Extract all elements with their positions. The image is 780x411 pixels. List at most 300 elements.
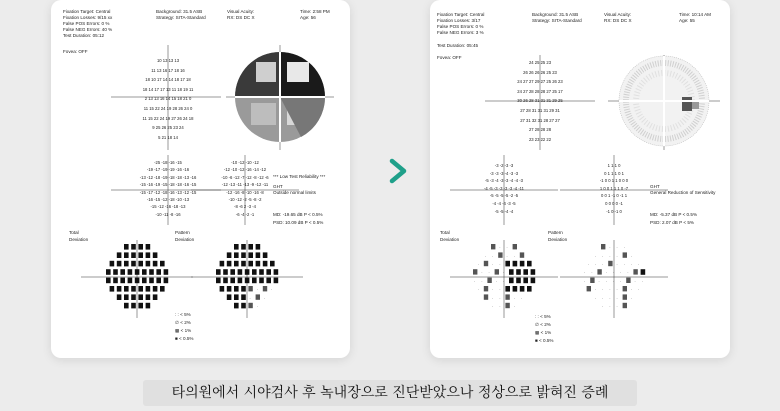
prob-symbol: · (488, 270, 490, 276)
value-row: 11 15 22 24 19 28 26 24 0 (143, 106, 193, 111)
prob-symbol (117, 294, 122, 300)
prob-symbol (241, 244, 246, 250)
prob-symbol (520, 286, 525, 292)
prob-symbol (263, 286, 267, 291)
legend-1: ▩ < 1% (175, 328, 192, 333)
prob-symbol (164, 269, 169, 275)
value-row: 1 1 1 0 (607, 163, 621, 168)
prob-symbol (124, 294, 129, 300)
patient-age: Age: 56 (300, 15, 316, 20)
value-row: -12 -16 -8 -10 -16 -8 (226, 189, 264, 195)
prob-symbol: · (477, 261, 479, 267)
prob-symbol (138, 303, 143, 309)
prob-symbol (641, 269, 646, 275)
prob-symbol: · (630, 287, 633, 292)
value-row: -15 -16 -19 -15 -18 -18 -16 -15 (139, 182, 197, 188)
prob-symbol (227, 261, 232, 267)
prob-symbol (531, 278, 536, 284)
prob-symbol: · (513, 303, 515, 309)
fovea-status: Fovea: OFF (437, 55, 462, 60)
pattern-deviation-label: Deviation (548, 237, 568, 242)
prob-symbol (156, 269, 161, 275)
value-row: 27 28 28 28 (528, 127, 552, 133)
prob-symbol (120, 278, 125, 284)
prob-symbol (626, 278, 630, 283)
prob-symbol (248, 252, 253, 258)
prob-symbol (153, 261, 158, 267)
prob-symbol: · (638, 261, 640, 267)
prob-symbol (601, 244, 605, 249)
test-time: Time: 2:58 PM (300, 9, 330, 14)
prob-symbol (227, 294, 232, 300)
prob-symbol (234, 244, 239, 250)
prob-symbol (153, 286, 158, 292)
prob-symbol: · (492, 295, 494, 301)
value-row: -10 -11 -8 -16 (155, 211, 181, 217)
ght-label: GHT (273, 184, 283, 189)
prob-symbol (124, 252, 129, 258)
prob-symbol (505, 294, 509, 299)
prob-symbol (138, 286, 143, 292)
prob-symbol (117, 252, 122, 258)
left-visual-field-report (51, 0, 350, 358)
value-row: -3 -2 -3 -3 (494, 163, 514, 168)
prob-symbol: · (627, 270, 629, 276)
value-row: 24 25 25 23 (528, 60, 552, 65)
prob-symbol: · (584, 270, 586, 276)
prob-symbol: · (256, 303, 258, 309)
prob-symbol (513, 286, 518, 292)
prob-symbol (223, 269, 228, 275)
prob-symbol: · (609, 253, 611, 259)
prob-symbol: · (605, 270, 607, 276)
prob-symbol (248, 286, 252, 291)
prob-symbol (248, 261, 253, 267)
prob-symbol (509, 269, 514, 275)
prob-symbol (520, 252, 524, 257)
prob-symbol (241, 286, 246, 292)
fixation-losses: Fixation Losses: 3/17 (437, 18, 481, 23)
right-visual-field-report (430, 0, 730, 358)
test-time: Time: 10:14 AM (679, 12, 711, 17)
value-row: 24 27 28 28 28 27 25 17 (517, 88, 563, 94)
prob-symbol: · (591, 270, 593, 276)
prob-symbol (495, 269, 499, 274)
prob-symbol (234, 294, 239, 300)
prob-symbol (484, 294, 488, 299)
psd-value: PSD: 10.09 dB P < 0.5% (273, 220, 324, 225)
fixation-losses: Fixation Losses: 9/15 xx (63, 15, 113, 20)
prob-symbol (146, 261, 151, 267)
prob-symbol (234, 286, 239, 292)
prob-symbol: · (594, 253, 597, 259)
fixation-target: Fixation Target: Central (437, 12, 485, 17)
prob-symbol (128, 278, 133, 284)
prob-symbol (256, 261, 261, 267)
prob-symbol: · (612, 278, 615, 284)
prob-symbol (248, 303, 252, 308)
prob-symbol (484, 286, 488, 291)
prob-symbol (220, 286, 225, 292)
prob-symbol: · (499, 245, 501, 250)
prob-symbol (230, 269, 235, 275)
prob-symbol (230, 278, 235, 284)
psd-value: PSD: 2.07 dB P < 5% (650, 220, 694, 225)
visual-acuity: Visual Acuity: (604, 12, 632, 17)
rx: RX: DS DC X (227, 15, 255, 20)
prob-symbol (597, 269, 601, 274)
prob-symbol (138, 261, 143, 267)
prob-symbol (608, 261, 612, 266)
prob-symbol: · (605, 278, 607, 284)
prob-symbol: · (499, 295, 501, 301)
prob-symbol: · (499, 261, 501, 267)
prob-symbol (124, 286, 129, 292)
prob-symbol (523, 269, 528, 275)
value-row: -10 -12 -2 -5 -8 -2 (228, 197, 262, 202)
value-row: 26 26 26 26 25 23 (523, 69, 557, 75)
prob-symbol: · (492, 287, 494, 292)
prob-symbol (138, 294, 143, 300)
prob-symbol (131, 294, 136, 300)
prob-symbol: · (602, 287, 604, 292)
deviation-label: Deviation (69, 237, 89, 242)
prob-symbol (241, 261, 246, 267)
value-row: 23 23 22 22 (528, 136, 552, 142)
prob-symbol (227, 286, 232, 292)
reliability-warning: *** Low Test Reliability *** (273, 174, 326, 179)
prob-symbol (128, 269, 133, 275)
prob-symbol (256, 252, 261, 258)
fovea-status: Fovea: OFF (63, 49, 88, 54)
value-row: 10 13 13 13 (156, 58, 180, 63)
prob-symbol: · (474, 278, 476, 284)
prob-symbol (633, 269, 637, 274)
value-row: -25 -18 -16 -15 (154, 160, 182, 165)
right-field-axes (430, 0, 730, 358)
prob-symbol (146, 244, 151, 250)
value-row: -3 -3 -3 -4 -3 -3 (489, 170, 519, 176)
prob-symbol (146, 303, 151, 309)
total-label: Total (440, 230, 450, 235)
value-row: 2 13 13 16 14 15 18 21 0 (144, 96, 192, 102)
pattern-label: Pattern (175, 230, 190, 235)
strategy: Strategy: SITA-Standard (156, 15, 206, 20)
prob-symbol: · (616, 295, 618, 301)
prob-symbol: · (602, 261, 604, 267)
prob-symbol (491, 244, 495, 249)
prob-symbol: · (630, 261, 633, 267)
prob-symbol (513, 261, 518, 267)
prob-symbol (266, 269, 271, 275)
prob-symbol (216, 269, 221, 275)
prob-symbol (263, 261, 268, 267)
value-row: -4 -4 -4 -3 -5 (492, 201, 516, 206)
prob-symbol: · (271, 287, 273, 292)
prob-symbol (274, 269, 279, 275)
prob-symbol: · (594, 295, 597, 301)
prob-symbol: · (502, 278, 505, 284)
prob-symbol: · (609, 287, 611, 292)
prob-symbol (149, 269, 154, 275)
prob-symbol (156, 278, 161, 284)
prob-symbol (513, 244, 517, 249)
prob-symbol (135, 278, 140, 284)
prob-symbol (216, 278, 221, 284)
prob-symbol (531, 269, 536, 275)
prob-symbol: · (620, 270, 622, 276)
prob-symbol: · (616, 303, 618, 309)
prob-symbol: · (623, 261, 625, 267)
prob-symbol: · (602, 253, 604, 259)
prob-symbol (138, 252, 143, 258)
background-value: Background: 31.5 ASB (156, 9, 203, 14)
value-row: -5 -5 -4 -4 (494, 208, 514, 214)
value-row: -15 -12 -16 -18 -13 (150, 204, 186, 210)
prob-symbol (227, 252, 232, 258)
chevron-right-icon (385, 158, 411, 184)
prob-symbol (131, 303, 136, 309)
prob-symbol: · (481, 270, 483, 276)
prob-symbol (484, 261, 488, 266)
value-row: -6 -4 -2 -1 (235, 211, 255, 217)
prob-symbol (241, 294, 246, 300)
value-row: 30 26 28 31 31 31 29 25 (517, 98, 563, 104)
prob-symbol (241, 303, 246, 309)
prob-symbol (110, 286, 115, 292)
prob-symbol (124, 261, 129, 267)
value-row: -19 -17 -19 -19 -16 -16 (146, 167, 190, 173)
value-row: 0 0 0 0 -1 (605, 201, 623, 206)
prob-symbol (135, 269, 140, 275)
value-row: -1 0 -1 0 (606, 208, 622, 214)
value-row: -8 -6 2 -3 -4 (234, 204, 256, 210)
caption: 타의원에서 시야검사 후 녹내장으로 진단받았으나 정상으로 밝혀진 증례 (143, 380, 637, 406)
prob-symbol (245, 269, 250, 275)
value-row: -12 -13 -11 -13 -9 -12 -11 (221, 182, 269, 188)
ght-label: GHT (650, 184, 660, 189)
prob-symbol (234, 261, 239, 267)
prob-symbol: · (641, 278, 643, 284)
patient-age: Age: 55 (679, 18, 695, 23)
value-row: 27 28 31 31 31 29 31 (520, 108, 560, 113)
prob-symbol (106, 278, 111, 284)
prob-symbol (527, 286, 532, 292)
prob-symbol: · (612, 270, 615, 276)
value-row: 0 1 1 1 0 1 (604, 170, 624, 176)
prob-symbol: · (609, 303, 611, 309)
prob-symbol (164, 278, 169, 284)
total-label: Total (69, 230, 79, 235)
prob-symbol: · (594, 287, 597, 292)
prob-symbol (117, 261, 122, 267)
prob-symbol: · (602, 295, 604, 301)
rx: RX: DS DC X (604, 18, 632, 23)
prob-symbol: · (616, 261, 618, 267)
prob-symbol (142, 269, 147, 275)
md-value: MD: -5.37 dB P < 0.5% (650, 212, 698, 217)
prob-symbol: · (638, 287, 640, 292)
pattern-deviation-label: Deviation (175, 237, 195, 242)
prob-symbol: · (520, 295, 523, 301)
prob-symbol: · (495, 278, 497, 284)
prob-symbol (623, 286, 627, 291)
prob-symbol: · (630, 253, 633, 259)
prob-symbol (523, 278, 528, 284)
prob-symbol (520, 261, 525, 267)
prob-symbol (238, 269, 243, 275)
false-pos-errors: False POS Errors: 0 % (437, 24, 484, 29)
prob-symbol (113, 269, 118, 275)
prob-symbol: · (506, 253, 508, 259)
prob-symbol: · (492, 261, 494, 267)
ght-value: General Reduction of Sensitivity (650, 190, 716, 195)
prob-symbol (146, 252, 151, 258)
prob-symbol (259, 278, 264, 284)
legend-05: ■ < 0.5% (535, 338, 554, 343)
prob-symbol: · (587, 261, 589, 267)
background-value: Background: 31.5 ASB (532, 12, 579, 17)
prob-symbol: · (256, 287, 258, 292)
value-row: -1 0 0 1 1 0 0 0 (599, 178, 629, 184)
prob-symbol (234, 252, 239, 258)
prob-symbol: · (598, 278, 600, 284)
value-row: -16 -15 -12 -18 -10 -13 (146, 197, 190, 202)
prob-symbol (153, 252, 158, 258)
prob-symbol (248, 244, 253, 250)
false-neg-errors: False NEG Errors: 40 % (63, 27, 113, 32)
prob-symbol: · (609, 245, 611, 250)
value-row: 11 13 16 17 18 16 (151, 67, 185, 73)
prob-symbol (623, 294, 627, 299)
prob-symbol: · (481, 278, 483, 284)
value-row: 18 10 17 14 14 18 17 18 (145, 77, 191, 83)
value-row: -4 -5 -3 -3 -3 -3 -4 -11 (484, 185, 524, 191)
grayscale-plot (619, 56, 709, 146)
prob-symbol: · (602, 303, 604, 309)
legend-5: : : < 5% (535, 314, 551, 319)
prob-symbol (117, 286, 122, 292)
prob-symbol (131, 286, 136, 292)
prob-symbol: · (492, 303, 494, 309)
prob-symbol (106, 269, 111, 275)
prob-symbol: · (506, 245, 508, 250)
prob-symbol (252, 278, 257, 284)
test-duration: Test Duration: 05:45 (437, 43, 479, 48)
prob-symbol (110, 261, 115, 267)
prob-symbol: · (492, 253, 494, 259)
prob-symbol (234, 303, 239, 309)
value-row: -10 -6 -12 -7 -12 -8 -12 -6 (221, 174, 269, 180)
value-row: -15 -17 -12 -18 -16 -13 -12 -15 (139, 189, 197, 195)
prob-symbol (256, 244, 261, 250)
prob-symbol (113, 278, 118, 284)
prob-symbol (138, 244, 143, 250)
visual-acuity: Visual Acuity: (227, 9, 255, 14)
prob-symbol (124, 303, 129, 309)
prob-symbol (505, 286, 510, 292)
prob-symbol (498, 252, 502, 257)
test-duration: Test Duration: 05:12 (63, 33, 105, 38)
prob-symbol (516, 269, 521, 275)
prob-symbol (256, 294, 260, 299)
prob-symbol (241, 252, 246, 258)
prob-symbol (160, 261, 165, 267)
prob-symbol: · (616, 287, 618, 292)
prob-symbol: · (249, 295, 251, 301)
prob-symbol: · (623, 245, 625, 250)
md-value: MD: -19.65 dB P < 0.5% (273, 212, 323, 217)
prob-symbol (623, 303, 627, 308)
prob-symbol: · (634, 278, 636, 284)
prob-symbol (120, 269, 125, 275)
prob-symbol (623, 252, 627, 257)
legend-05: ■ < 0.5% (175, 336, 194, 341)
prob-symbol (146, 286, 151, 292)
prob-symbol: · (499, 287, 501, 292)
prob-symbol (259, 269, 264, 275)
legend-2: ∅ < 2% (535, 322, 551, 327)
prob-symbol (274, 278, 279, 284)
prob-symbol: · (616, 253, 618, 259)
prob-symbol (160, 286, 165, 292)
pattern-label: Pattern (548, 230, 563, 235)
prob-symbol (153, 294, 158, 300)
prob-symbol (505, 261, 510, 267)
prob-symbol: · (616, 245, 618, 250)
value-row: -5 -3 -4 -3 -3 -4 -4 -3 (485, 178, 523, 184)
value-row: -5 -5 -5 -5 -2 -5 (489, 193, 519, 199)
false-pos-errors: False POS Errors: 0 % (63, 21, 110, 26)
prob-symbol: · (513, 295, 515, 301)
prob-symbol: · (630, 295, 633, 301)
value-row: 9 25 26 25 23 24 (152, 125, 184, 131)
legend-5: : : < 5% (175, 312, 191, 317)
prob-symbol: · (477, 287, 479, 292)
prob-symbol (270, 261, 275, 267)
value-row: -12 -10 -12 -16 -14 -12 (223, 167, 267, 173)
prob-symbol (220, 261, 225, 267)
prob-symbol: · (620, 278, 622, 284)
prob-symbol (587, 286, 591, 291)
prob-symbol (124, 244, 129, 250)
prob-symbol (131, 261, 136, 267)
value-row: 0 0 1 -1 0 -1 1 (600, 193, 628, 199)
prob-symbol (590, 278, 594, 283)
value-row: 18 14 17 17 13 11 18 19 11 (142, 86, 194, 92)
prob-symbol (263, 252, 268, 258)
legend-1: ▩ < 1% (535, 330, 552, 335)
prob-symbol (131, 252, 136, 258)
prob-symbol (509, 278, 514, 284)
prob-symbol: · (513, 253, 515, 259)
value-row: -13 -12 -18 -19 -18 -18 -13 -16 (139, 174, 197, 180)
prob-symbol: · (499, 303, 501, 309)
prob-symbol: · (594, 261, 597, 267)
false-neg-errors: False NEG Errors: 3 % (437, 30, 484, 35)
prob-symbol: · (484, 253, 487, 259)
prob-symbol (223, 278, 228, 284)
grayscale-plot (235, 52, 325, 142)
prob-symbol (487, 278, 491, 283)
prob-symbol (238, 278, 243, 284)
prob-symbol (516, 278, 521, 284)
prob-symbol: · (584, 278, 586, 284)
prob-symbol (505, 303, 509, 308)
ght-value: Outside normal limits (273, 190, 316, 195)
right-pattern-deviation-probability (584, 244, 645, 309)
prob-symbol (131, 244, 136, 250)
